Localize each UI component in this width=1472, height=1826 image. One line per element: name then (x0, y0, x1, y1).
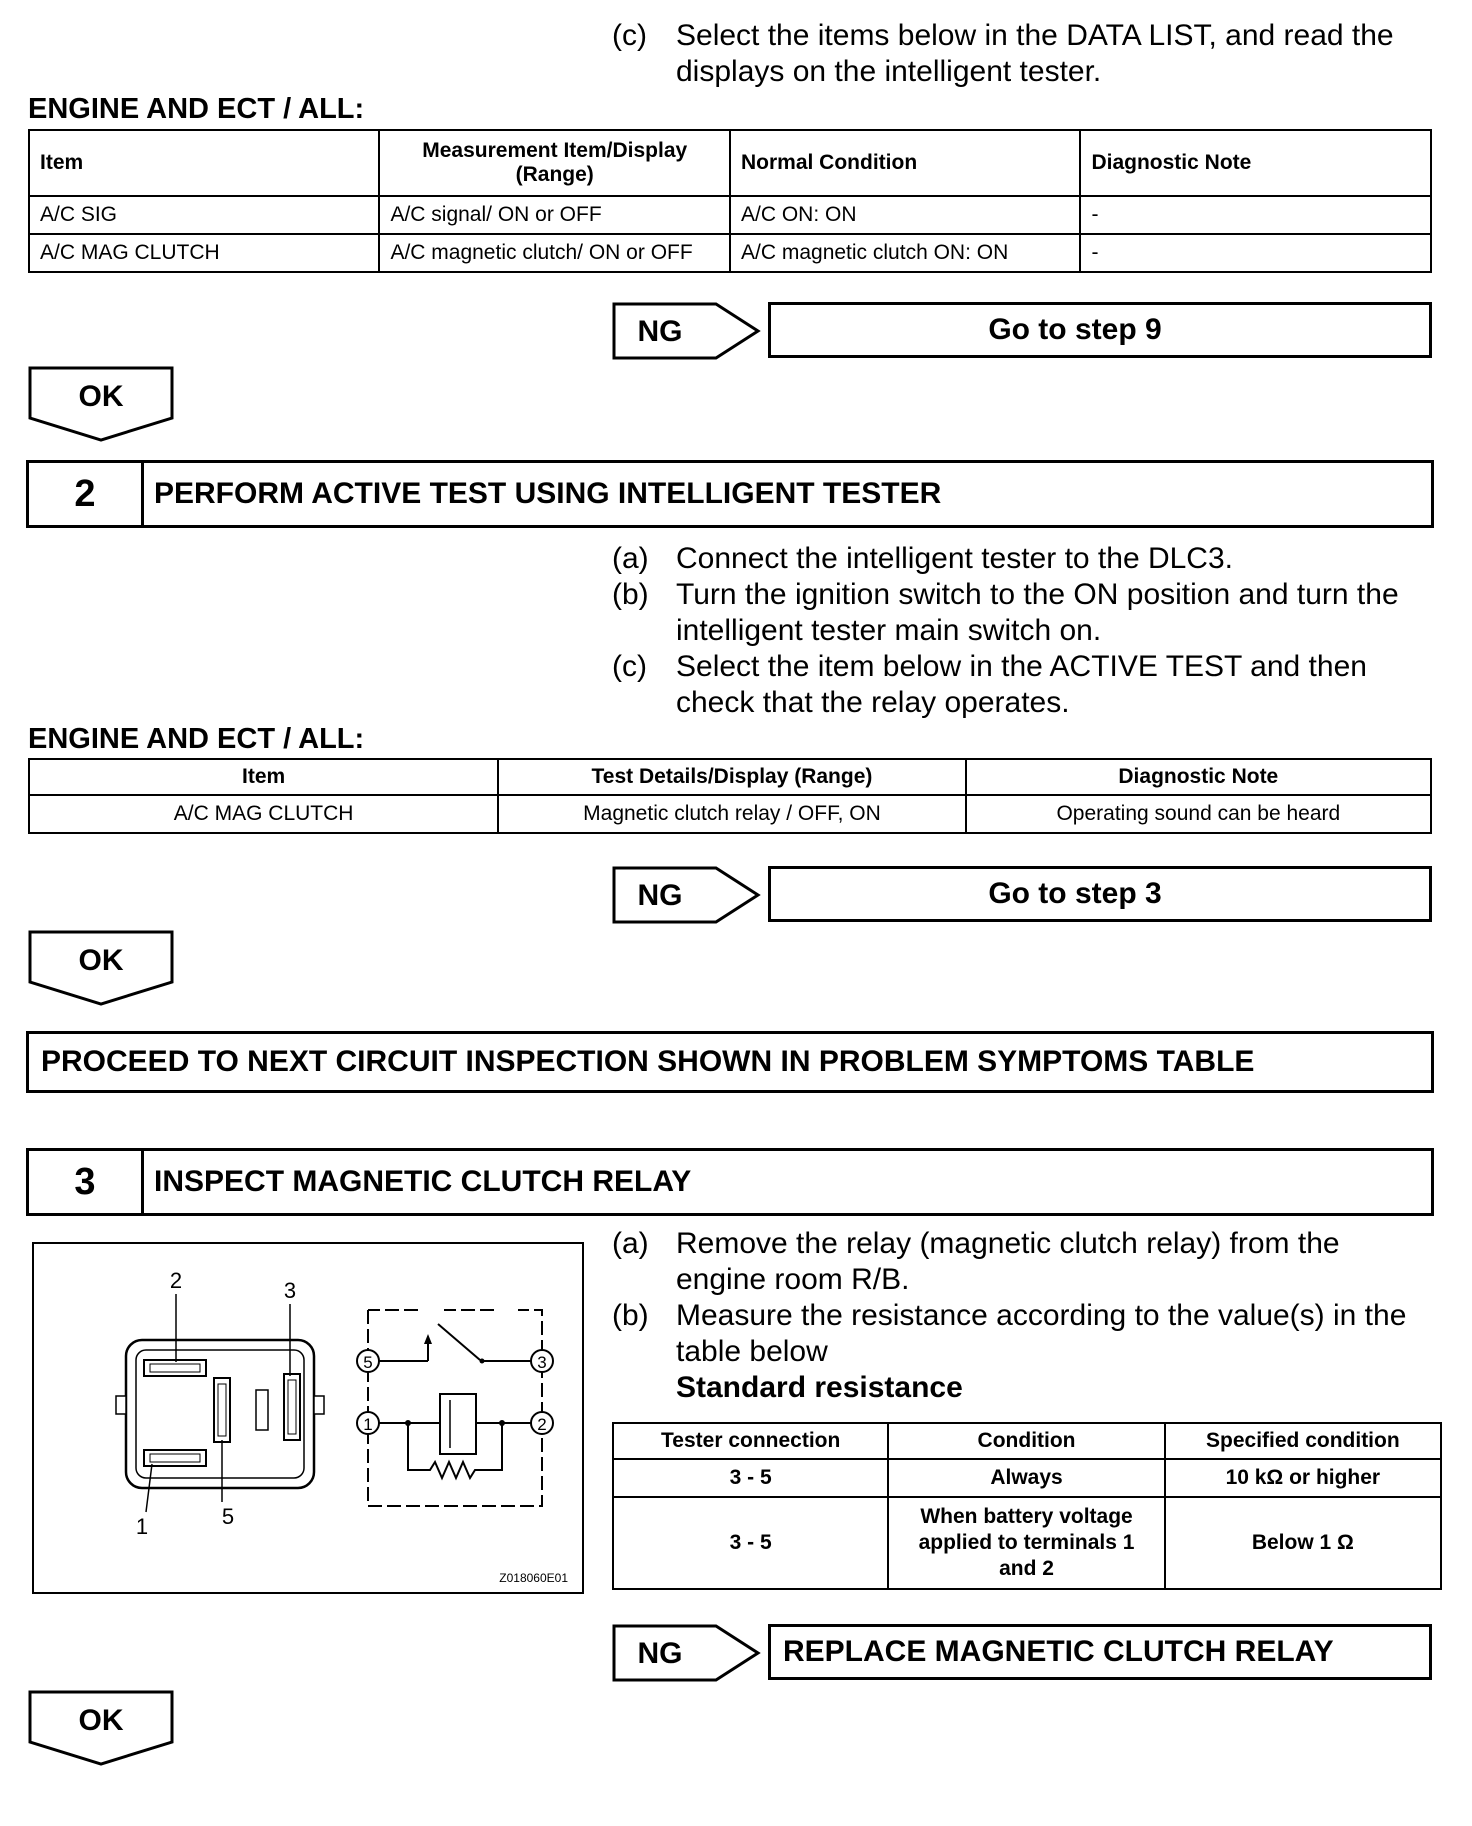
instruction-marker: (a) (612, 1227, 649, 1260)
proceed-text: PROCEED TO NEXT CIRCUIT INSPECTION SHOWN IN PROBLEM SYMPTOMS TABLE (41, 1045, 1255, 1078)
table-cell: A/C SIG (29, 196, 379, 234)
ok-label: OK (78, 944, 124, 977)
ng-arrow-icon (612, 302, 762, 360)
table-row (29, 795, 1431, 833)
instruction-text: Select the items below in the DATA LIST, and read the displays on the intelligent tester. (676, 19, 1394, 88)
go-to-step-9-link[interactable] (768, 302, 1432, 358)
pin-label: 2 (169, 1268, 183, 1293)
ok-arrow-icon (28, 930, 174, 1006)
ng-label: NG (637, 879, 683, 912)
instruction-marker: (c) (612, 650, 647, 683)
step-title: PERFORM ACTIVE TEST USING INTELLIGENT TESTER (154, 477, 942, 510)
pin-label: 3 (283, 1278, 297, 1303)
terminal-label: 5 (363, 1353, 373, 1372)
instruction-text: Turn the ignition switch to the ON position and turn the intelligent tester main switch on. (676, 578, 1399, 647)
table-header-row (29, 130, 1431, 196)
col-header: Diagnostic Note (1080, 130, 1431, 196)
table-cell: 3 - 5 (613, 1459, 888, 1497)
ng-action-label: Go to step 3 (988, 877, 1162, 910)
terminal-label: 1 (363, 1415, 373, 1434)
ng-label: NG (637, 315, 683, 348)
active-test-instructions (612, 541, 1432, 721)
switch-arrow-icon (424, 1334, 432, 1344)
active-test-table (28, 758, 1432, 834)
table-cell: 3 - 5 (613, 1497, 888, 1589)
pin-label: 1 (135, 1514, 149, 1539)
table-cell: A/C ON: ON (730, 196, 1080, 234)
ng-arrow-icon (612, 866, 762, 924)
step-number: 2 (29, 463, 144, 525)
instruction-marker: (b) (612, 1299, 649, 1332)
step-title: INSPECT MAGNETIC CLUTCH RELAY (154, 1165, 692, 1198)
data-list-instructions (612, 18, 1432, 90)
table-cell: Magnetic clutch relay / OFF, ON (498, 795, 965, 833)
replace-relay-link[interactable] (768, 1624, 1432, 1680)
table-cell: Operating sound can be heard (966, 795, 1431, 833)
ng-label: NG (637, 1637, 683, 1670)
instruction-marker: (b) (612, 578, 649, 611)
col-header: Condition (888, 1423, 1164, 1459)
table-header-row (29, 759, 1431, 795)
ok-arrow-icon (28, 366, 174, 442)
table-cell: When battery voltage applied to terminals 1 and 2 (888, 1497, 1164, 1589)
table-cell: Below 1 Ω (1165, 1497, 1441, 1589)
ng-arrow-icon (612, 1624, 762, 1682)
pin-label: 5 (221, 1504, 235, 1529)
col-header: Item (29, 759, 498, 795)
go-to-step-3-link[interactable] (768, 866, 1432, 922)
switch-blade (438, 1324, 480, 1360)
step-number: 3 (29, 1151, 144, 1213)
relay-diagram-drawing (34, 1244, 582, 1592)
table-title: ENGINE AND ECT / ALL: (28, 93, 365, 125)
relay-diagram (32, 1242, 584, 1594)
table-row (29, 196, 1431, 234)
ng-action-label: Go to step 9 (988, 313, 1162, 346)
step-2-header (26, 460, 1434, 528)
table-title: ENGINE AND ECT / ALL: (28, 723, 365, 755)
table-cell: - (1080, 234, 1431, 272)
ok-label: OK (78, 1704, 124, 1737)
ok-arrow-icon (28, 1690, 174, 1766)
col-header: Item (29, 130, 379, 196)
table-cell: A/C magnetic clutch ON: ON (730, 234, 1080, 272)
table-cell: 10 kΩ or higher (1165, 1459, 1441, 1497)
terminal-label: 2 (537, 1415, 547, 1434)
ng-action-label: REPLACE MAGNETIC CLUTCH RELAY (783, 1635, 1334, 1668)
table-cell: A/C MAG CLUTCH (29, 795, 498, 833)
coil (440, 1394, 476, 1454)
col-header: Normal Condition (730, 130, 1080, 196)
instruction-text: Measure the resistance according to the value(s) in the table below (676, 1299, 1407, 1368)
terminal-label: 3 (537, 1353, 547, 1372)
table-row (613, 1497, 1441, 1589)
table-row (29, 234, 1431, 272)
col-header: Test Details/Display (Range) (498, 759, 965, 795)
instruction-text: Connect the intelligent tester to the DLC3. (676, 542, 1233, 575)
table-cell: Always (888, 1459, 1164, 1497)
instruction-text: Remove the relay (magnetic clutch relay) from the engine room R/B. (676, 1227, 1340, 1296)
col-header: Diagnostic Note (966, 759, 1431, 795)
table-cell: - (1080, 196, 1431, 234)
col-header: Measurement Item/Display (Range) (379, 130, 730, 196)
proceed-box (26, 1031, 1434, 1093)
standard-resistance-label: Standard resistance (676, 1371, 963, 1404)
relay-instructions (612, 1226, 1432, 1406)
col-header: Specified condition (1165, 1423, 1441, 1459)
instruction-text: Select the item below in the ACTIVE TEST and then check that the relay operates. (676, 650, 1367, 719)
instruction-marker: (a) (612, 542, 649, 575)
step-3-header (26, 1148, 1434, 1216)
table-cell: A/C MAG CLUTCH (29, 234, 379, 272)
switch-pivot (480, 1359, 485, 1364)
data-list-table (28, 129, 1432, 273)
table-cell: A/C magnetic clutch/ ON or OFF (379, 234, 730, 272)
table-cell: A/C signal/ ON or OFF (379, 196, 730, 234)
resistance-table (612, 1422, 1442, 1590)
diagram-code: Z018060E01 (499, 1571, 568, 1585)
instruction-marker: (c) (612, 19, 647, 52)
relay-tab-right (314, 1396, 324, 1414)
relay-tab-left (116, 1396, 126, 1414)
table-header-row (613, 1423, 1441, 1459)
ok-label: OK (78, 380, 124, 413)
col-header: Tester connection (613, 1423, 888, 1459)
table-row (613, 1459, 1441, 1497)
